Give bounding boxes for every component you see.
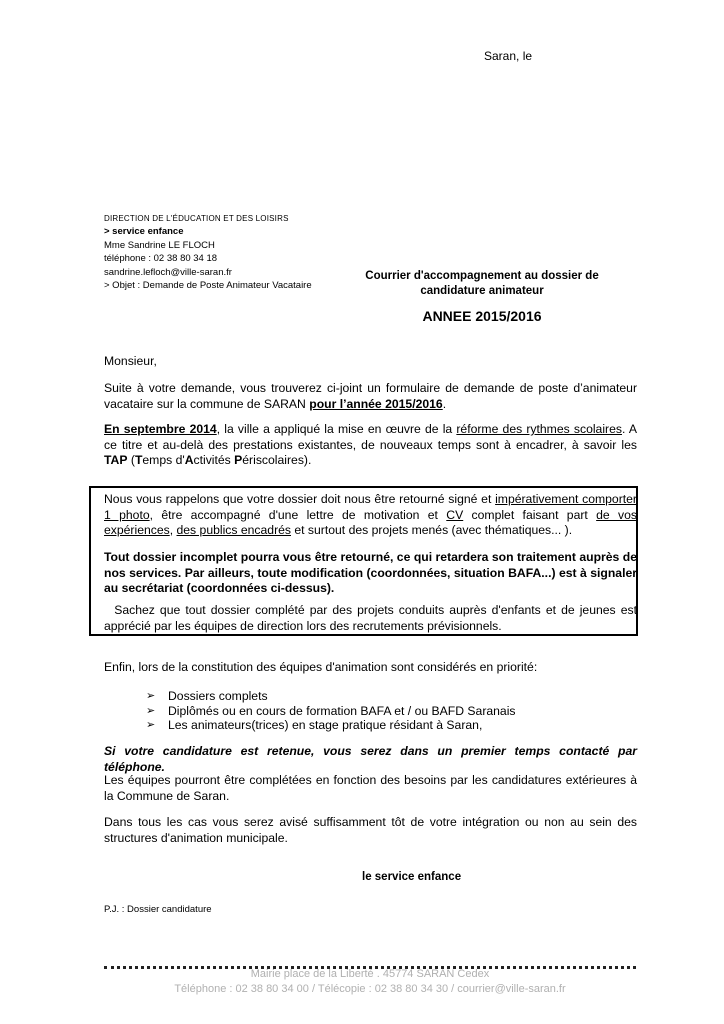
p2-p: P: [234, 453, 243, 468]
p2-tap: TAP: [104, 453, 128, 468]
signature: le service enfance: [362, 871, 462, 883]
p1-end: .: [442, 396, 447, 411]
p1-text: Suite à votre demande, vous trouverez ci-joint un formulaire de demande de poste d’animateur vacataire sur la commune de SARAN: [104, 381, 637, 411]
p1-emphasis: pour l’année 2015/2016: [309, 396, 443, 411]
p2-reform-label: réforme des rythmes scolaires: [456, 422, 622, 436]
subject-line-1: Courrier d'accompagnement au dossier de: [365, 270, 599, 282]
p2-date: En septembre 2014: [104, 422, 217, 436]
list-item-text: Diplômés ou en cours de formation BAFA et / ou BAFD Saranais: [168, 703, 516, 718]
sender-department: [104, 212, 334, 225]
list-item-text: Dossiers complets: [168, 689, 268, 703]
p2-ctivites: ctivités: [193, 453, 235, 468]
sender-block: [104, 212, 334, 292]
b1-a: Nous vous rappelons que votre dossier doit nous être retourné signé et: [104, 492, 496, 506]
sender-phone: téléphone : 02 38 80 34 18: [104, 253, 218, 265]
b1-c: complet faisant part: [463, 507, 597, 522]
notice-paragraph-requirements: [104, 492, 637, 539]
attachment-note: P.J. : Dossier candidature: [104, 904, 212, 915]
arrow-bullet-icon: ➢: [146, 719, 156, 732]
b1-e: et surtout des projets menés (avec thématiques... ).: [291, 523, 573, 538]
paragraph-contact-notice: Si votre candidature est retenue, vous serez dans un premier temps contacté par téléphone.: [104, 744, 637, 774]
subject-title: [340, 269, 624, 299]
b1-photo: impérativement comporter 1 photo: [104, 492, 637, 522]
p2-paren: (: [127, 453, 135, 468]
sender-service: > service enfance: [104, 226, 184, 238]
subject-line-2: candidature animateur: [420, 285, 544, 297]
footer-contact: Téléphone : 02 38 80 34 00 / Télécopie : 02 38 80 34 30 / courrier@ville-saran.fr: [174, 983, 566, 995]
list-item-text: Les animateurs(trices) en stage pratique résidant à Saran,: [168, 718, 483, 733]
arrow-bullet-icon: ➢: [146, 704, 156, 717]
sender-object: > Objet : Demande de Poste Animateur Vacataire: [104, 280, 312, 292]
list-item: [146, 718, 516, 733]
b1-experiences: de vos expériences: [104, 507, 637, 538]
priorities-list: [146, 689, 516, 733]
notice-paragraph-incomplete: Tout dossier incomplet pourra vous être retourné, ce qui retardera son traitement auprès de nos services. Par ailleurs, toute modification (coordonnées, situation BAFA...) est à signaler au secrétariat (coordonnées ci-dessus).: [104, 550, 637, 596]
b1-b: , être accompagné d'une lettre de motivation et: [149, 507, 447, 522]
dept-part-1: DIRECTION DE L: [104, 214, 171, 223]
p2-text-b: . A ce titre et au-delà des prestations existantes, de nouveaux temps sont à encadrer, à savoir les: [104, 422, 638, 452]
p2-text-a: , la ville a appliqué la mise en œuvre de la: [216, 422, 457, 436]
dept-part-3: DUCATION ET DES LOISIRS: [178, 214, 289, 223]
p2-a: A: [184, 453, 194, 468]
p2-emps: emps d': [142, 453, 185, 468]
footer-address: Mairie place de la Liberté . 45774 SARAN Cedex: [250, 968, 490, 980]
list-item: [146, 689, 516, 704]
sender-email: sandrine.lefloch@ville-saran.fr: [104, 266, 232, 278]
salutation: Monsieur,: [104, 354, 157, 368]
b1-d: ,: [169, 523, 177, 538]
paragraph-reform: [104, 422, 637, 469]
place-date: Saran, le: [484, 49, 533, 63]
year-title: ANNEE 2015/2016: [422, 308, 542, 324]
paragraph-notification: Dans tous les cas vous serez avisé suffisamment tôt de votre intégration ou non au sein des structures d'animation municipale.: [104, 815, 637, 845]
dept-part-2: 'É: [170, 214, 179, 223]
b1-cv: CV: [446, 507, 464, 522]
sender-contact-name: Mme Sandrine LE FLOCH: [104, 239, 215, 251]
paragraph-priorities-intro: Enfin, lors de la constitution des équipes d'animation sont considérés en priorité:: [104, 660, 538, 674]
list-item: [146, 704, 516, 719]
p2-t: T: [134, 453, 143, 468]
paragraph-external: Les équipes pourront être complétées en fonction des besoins par les candidatures extérieures à la Commune de Saran.: [104, 773, 637, 803]
b1-publics: des publics encadrés: [176, 523, 291, 538]
p2-eriscolaires: ériscolaires).: [242, 453, 312, 468]
arrow-bullet-icon: ➢: [146, 690, 156, 702]
paragraph-request: [104, 381, 637, 412]
notice-paragraph-projects: Sachez que tout dossier complété par des projets conduits auprès d'enfants et de jeunes est apprécié par les équipes de direction lors des recrutements prévisionnels.: [104, 603, 641, 633]
